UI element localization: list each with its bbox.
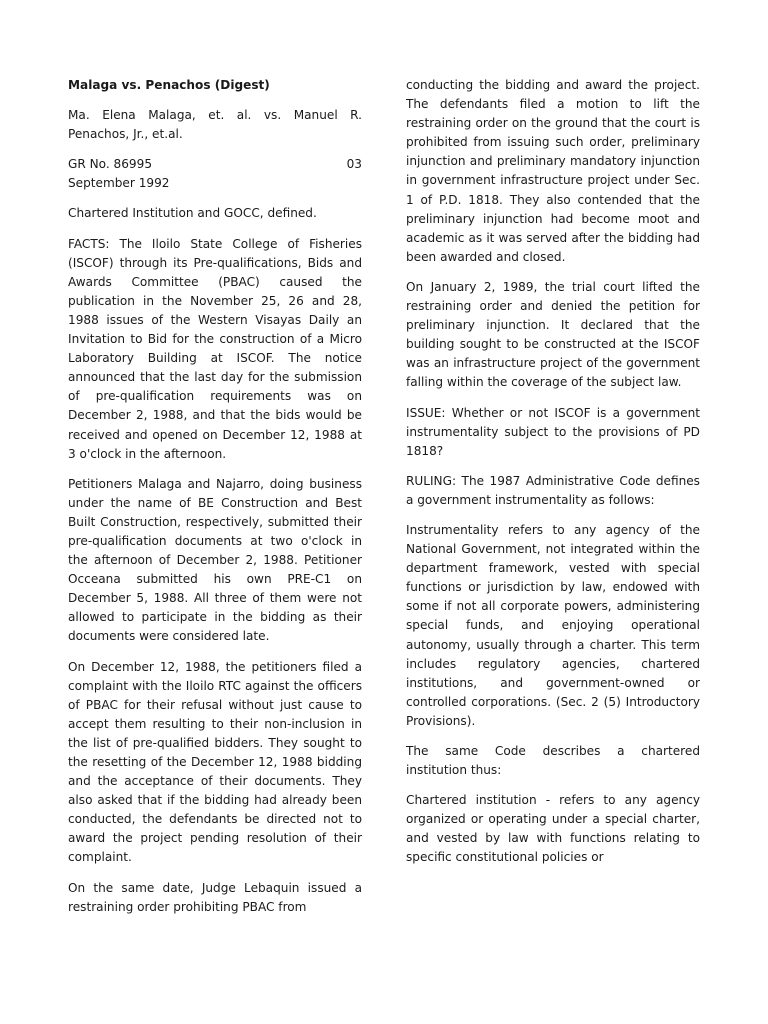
gr-line — [68, 155, 362, 174]
paragraph: Instrumentality refers to any agency of the National Government, not integrated within the department framework, vested with special functions or jurisdiction by law, endowed with some if not all corporate powers, administering special funds, and enjoying operational autonomy, usually through a charter. This term includes regulatory agencies, chartered institutions, and government-owned or controlled corporations. (Sec. 2 (5) Introductory Provisions). — [406, 522, 700, 728]
document-title: Malaga vs. Penachos (Digest) — [68, 78, 270, 92]
paragraph: On December 12, 1988, the petitioners filed a complaint with the Iloilo RTC against the officers of PBAC for their refusal without just cause to accept them resulting to their non-inclusion in the list of pre-qualified bidders. They sought to the resetting of the December 12, 1988 bidding and the acceptance of their documents. They also asked that if the bidding had already been conducted, the defendants be directed not to award the project pending resolution of their complaint. — [68, 659, 362, 865]
paragraph: Chartered institution - refers to any agency organized or operating under a special charter, and vested by law with functions relating to specific constitutional policies or — [406, 793, 700, 865]
left-column — [68, 76, 362, 928]
paragraph: On the same date, Judge Lebaquin issued a restraining order prohibiting PBAC from — [68, 880, 362, 914]
case-citation — [68, 155, 362, 193]
paragraph: The same Code describes a chartered institution thus: — [406, 744, 700, 778]
date-rest: September 1992 — [68, 176, 170, 191]
gr-number: GR No. 86995 — [68, 157, 153, 172]
case-topic: Chartered Institution and GOCC, defined. — [68, 206, 317, 221]
paragraph: Petitioners Malaga and Najarro, doing business under the name of BE Construction and Best Built Construction, respectively, submitted their pre-qualification documents at two o'clock in the afternoon of December 2, 1988. Petitioner Occeana submitted his own PRE-C1 on December 5, 1988. All three of them were not allowed to participate in the bidding as their documents were considered late. — [68, 476, 362, 644]
ruling-paragraph: RULING: The 1987 Administrative Code defines a government instrumentality as follows: — [406, 473, 700, 507]
issue-paragraph: ISSUE: Whether or not ISCOF is a government instrumentality subject to the provisions of PD 1818? — [406, 405, 700, 458]
paragraph: On January 2, 1989, the trial court lifted the restraining order and denied the petition for preliminary injunction. It declared that the building sought to be constructed at the ISCOF was an infrastructure project of the government falling within the coverage of the subject law. — [406, 279, 700, 390]
case-parties: Ma. Elena Malaga, et. al. vs. Manuel R. Penachos, Jr., et.al. — [68, 108, 362, 142]
date-day: 03 — [346, 157, 362, 172]
paragraph: conducting the bidding and award the project. The defendants filed a motion to lift the restraining order on the ground that the court is prohibited from issuing such order, preliminary injunction and preliminary mandatory injunction in government infrastructure project under Sec. 1 of P.D. 1818. They also contended that the preliminary injunction had become moot and academic as it was served after the bidding had been awarded and closed. — [406, 78, 700, 264]
right-column — [406, 76, 700, 879]
paragraph: FACTS: The Iloilo State College of Fisheries (ISCOF) through its Pre-qualifications, Bids and Awards Committee (PBAC) caused the publication in the November 25, 26 and 28, 1988 issues of the Western Visayas Daily an Invitation to Bid for the construction of a Micro Laboratory Building at ISCOF. The notice announced that the last day for the submission of pre-qualification requirements was on December 2, 1988, and that the bids would be received and opened on December 12, 1988 at 3 o'clock in the afternoon. — [68, 236, 362, 461]
